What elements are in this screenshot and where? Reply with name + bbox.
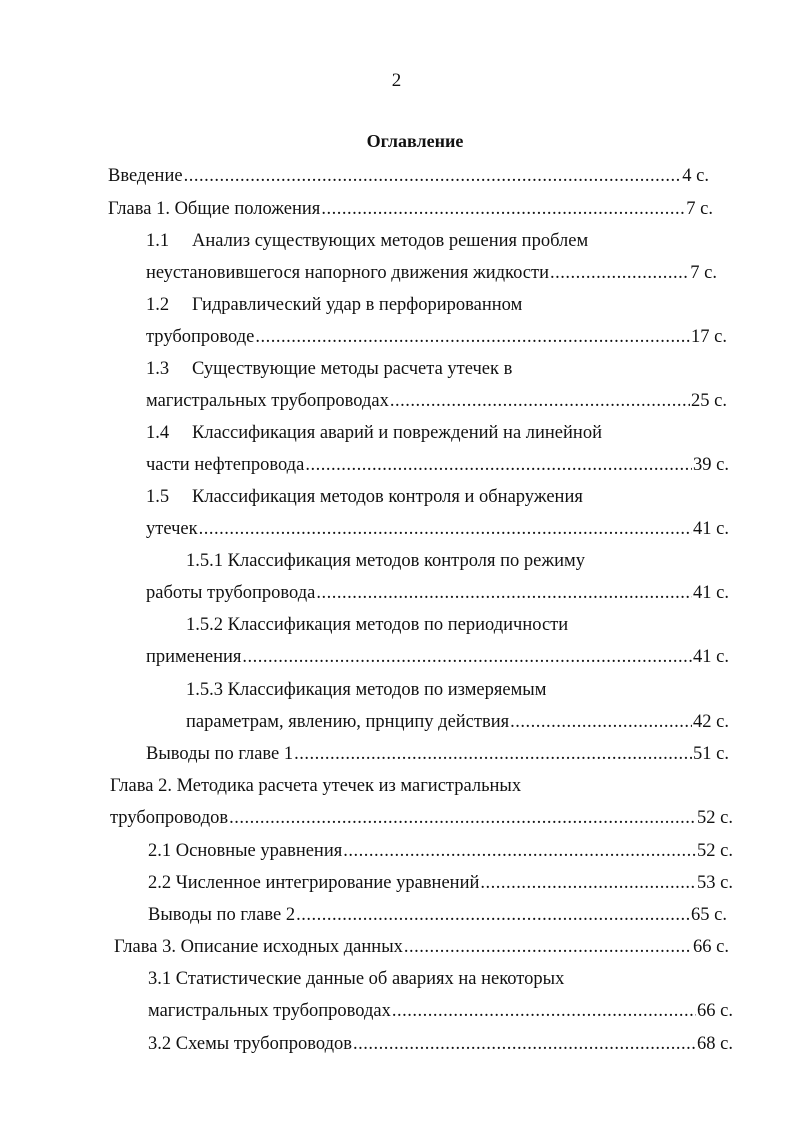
toc-entry-text: Выводы по главе 1 <box>146 744 294 764</box>
toc-entry-text: Глава 2. Методика расчета утечек из магистральных <box>110 776 522 796</box>
dot-leader <box>510 707 692 737</box>
toc-entry-conclusions-1 <box>146 739 729 769</box>
toc-entry-1-4-cont <box>146 450 729 480</box>
dot-leader <box>390 386 690 416</box>
toc-entry-2-1 <box>148 836 733 866</box>
toc-entry-text: 2.1 Основные уравнения <box>148 841 343 861</box>
toc-entry-text-cont: магистральных трубопроводах <box>148 1001 391 1021</box>
toc-entry-1-2-cont <box>146 322 727 352</box>
toc-entry-text: 3.1 Статистические данные об авариях на некоторых <box>148 969 565 989</box>
toc-entry-1-3 <box>146 354 512 384</box>
toc-entry-text-cont: работы трубопровода <box>146 583 316 603</box>
toc-entry-page: 25 с. <box>691 391 727 411</box>
dot-leader <box>294 739 692 769</box>
toc-entry-1-5-3-cont <box>186 707 729 737</box>
toc-entry-page: 7 с. <box>686 199 713 219</box>
toc-entry-1-5-cont <box>146 514 729 544</box>
toc-entry-text-cont: трубопроводов <box>110 808 229 828</box>
dot-leader <box>242 642 692 672</box>
toc-entry-text-cont: утечек <box>146 519 198 539</box>
toc-entry-page: 17 с. <box>691 327 727 347</box>
toc-entry-text: Классификация методов по измеряемым <box>227 680 547 700</box>
toc-entry-1-5-3 <box>186 675 546 705</box>
toc-entry-text: Классификация аварий и повреждений на линейной <box>192 423 602 443</box>
toc-entry-chapter-2-cont <box>110 803 733 833</box>
toc-entry-text: Классификация методов по периодичности <box>227 615 569 635</box>
toc-entry-text: Глава 3. Описание исходных данных <box>114 937 403 957</box>
toc-entry-text: Глава 1. Общие положения <box>108 199 321 219</box>
section-number: 1.5.2 <box>186 615 223 635</box>
toc-entry-page: 53 с. <box>697 873 733 893</box>
toc-entry-text-cont: применения <box>146 647 242 667</box>
section-number: 1.2 <box>146 295 170 315</box>
toc-entry-3-2 <box>148 1029 733 1059</box>
toc-entry-text-cont: части нефтепровода <box>146 455 305 475</box>
toc-entry-page: 7 с. <box>690 263 717 283</box>
dot-leader <box>321 194 685 224</box>
toc-entry-page: 68 с. <box>697 1034 733 1054</box>
toc-entry-text-cont: неустановившегося напорного движения жидкости <box>146 263 549 283</box>
toc-entry-page: 39 с. <box>693 455 729 475</box>
section-number: 1.5.1 <box>186 551 223 571</box>
toc-entry-text: 3.2 Схемы трубопроводов <box>148 1034 352 1054</box>
dot-leader <box>255 322 690 352</box>
toc-entry-text: Классификация методов контроля по режиму <box>227 551 585 571</box>
section-number: 1.5.3 <box>186 680 223 700</box>
toc-entry-1-5-2 <box>186 610 568 640</box>
dot-leader <box>296 900 690 930</box>
section-number: 1.1 <box>146 231 170 251</box>
toc-entry-1-2 <box>146 290 522 320</box>
section-number: 1.3 <box>146 359 170 379</box>
toc-entry-page: 66 с. <box>693 937 729 957</box>
dot-leader <box>343 836 696 866</box>
dot-leader <box>316 578 692 608</box>
toc-entry-text: Введение <box>108 166 183 186</box>
toc-entry-page: 65 с. <box>691 905 727 925</box>
toc-entry-3-1 <box>148 964 564 994</box>
dot-leader <box>305 450 692 480</box>
dot-leader <box>404 932 692 962</box>
section-number: 1.5 <box>146 487 170 507</box>
toc-entry-3-1-cont <box>148 996 733 1026</box>
toc-entry-page: 66 с. <box>697 1001 733 1021</box>
toc-entry-page: 41 с. <box>693 583 729 603</box>
toc-entry-text: 2.2 Численное интегрирование уравнений <box>148 873 480 893</box>
dot-leader <box>184 161 682 191</box>
toc-entry-1-1 <box>146 226 588 256</box>
toc-entry-1-1-cont <box>146 258 717 288</box>
toc-entry-chapter-2 <box>110 771 521 801</box>
toc-entry-2-2 <box>148 868 733 898</box>
toc-entry-chapter-1 <box>108 194 713 224</box>
toc-entry-1-5-2-cont <box>146 642 729 672</box>
toc-entry-text: Классификация методов контроля и обнаружения <box>192 487 583 507</box>
dot-leader <box>229 803 696 833</box>
toc-entry-page: 51 с. <box>693 744 729 764</box>
section-number: 1.4 <box>146 423 170 443</box>
toc-entry-text-cont: магистральных трубопроводах <box>146 391 389 411</box>
toc-entry-text: Гидравлический удар в перфорированном <box>192 295 523 315</box>
dot-leader <box>550 258 689 288</box>
toc-entry-page: 52 с. <box>697 841 733 861</box>
toc-entry-page: 41 с. <box>693 519 729 539</box>
dot-leader <box>480 868 696 898</box>
toc-entry-page: 4 с. <box>682 166 709 186</box>
page-number: 2 <box>391 70 402 91</box>
toc-entry-1-5-1 <box>186 546 585 576</box>
toc-entry-page: 41 с. <box>693 647 729 667</box>
toc-entry-page: 52 с. <box>697 808 733 828</box>
toc-entry-1-5-1-cont <box>146 578 729 608</box>
toc-entry-1-4 <box>146 418 602 448</box>
toc-entry-text-cont: трубопроводе <box>146 327 255 347</box>
toc-entry-text-cont: параметрам, явлению, прнципу действия <box>186 712 510 732</box>
toc-entry-text: Существующие методы расчета утечек в <box>192 359 513 379</box>
toc-entry-chapter-3 <box>114 932 729 962</box>
toc-entry-text: Анализ существующих методов решения проблем <box>192 231 589 251</box>
dot-leader <box>199 514 692 544</box>
toc-entry-1-3-cont <box>146 386 727 416</box>
dot-leader <box>392 996 696 1026</box>
toc-entry-text: Выводы по главе 2 <box>148 905 296 925</box>
toc-entry-1-5 <box>146 482 583 512</box>
toc-entry-introduction <box>108 161 709 191</box>
toc-entry-page: 42 с. <box>693 712 729 732</box>
toc-title: Оглавление <box>366 131 464 151</box>
dot-leader <box>353 1029 696 1059</box>
toc-entry-conclusions-2 <box>148 900 727 930</box>
